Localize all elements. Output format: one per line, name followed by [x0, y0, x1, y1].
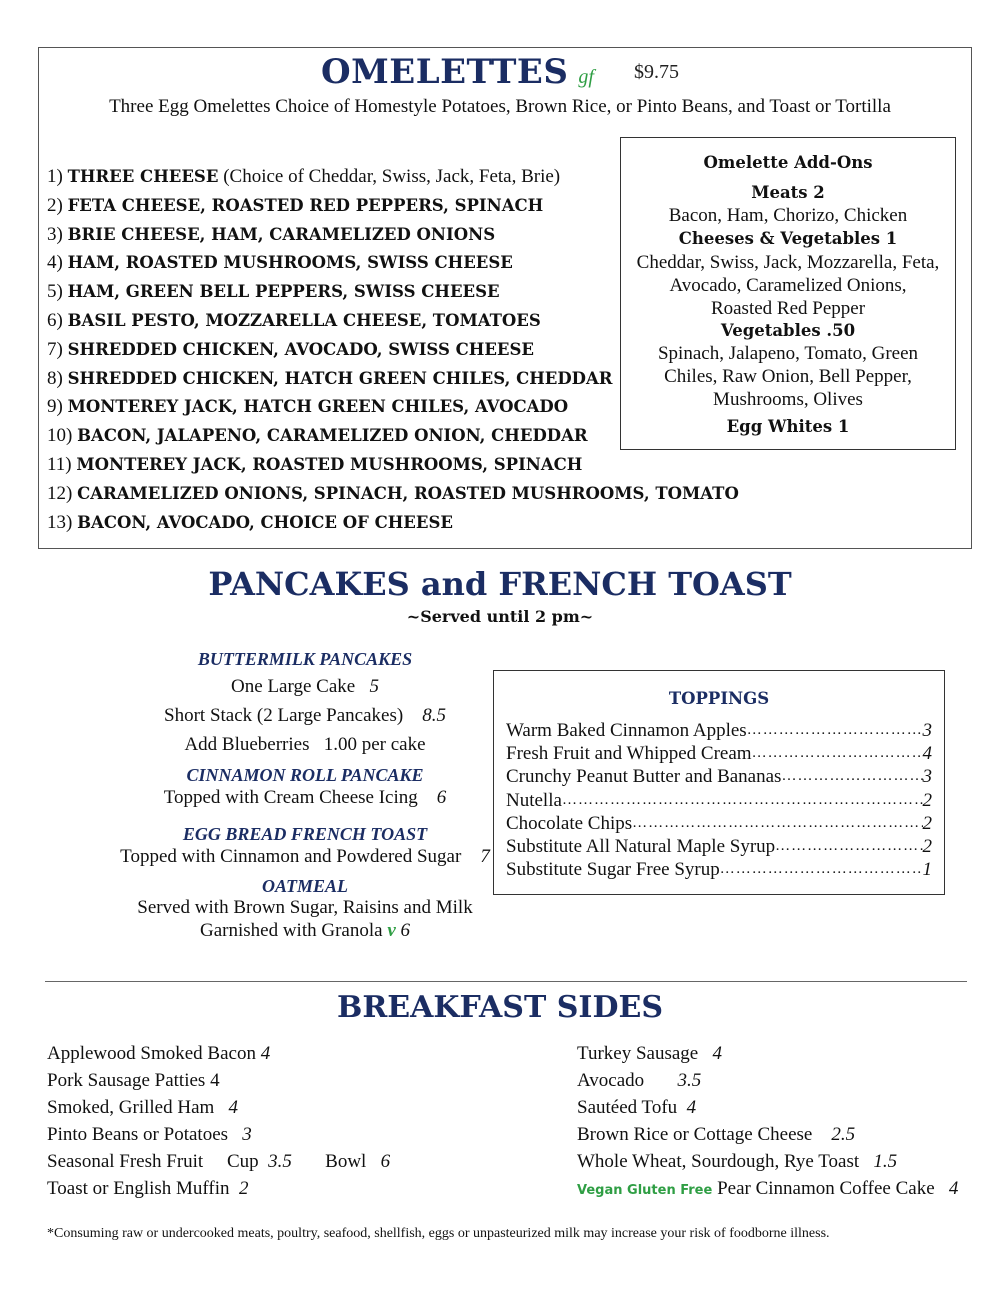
- add-blueberries: Add Blueberries 1.00 per cake: [184, 734, 426, 755]
- addons-veg-heading: Vegetables .50: [720, 321, 856, 340]
- sides-left-list: [47, 1040, 390, 1202]
- topping-item: Fresh Fruit and Whipped Cream …………………………………………………………………………………………………… 4: [506, 742, 932, 765]
- addons-egg-whites: Egg Whites 1: [726, 417, 850, 436]
- side-item: Avocado 3.5: [577, 1070, 702, 1091]
- cinnamon-roll-block: [40, 765, 570, 810]
- omelettes-title: OMELETTES: [321, 52, 569, 92]
- addons-meats-list: Bacon, Ham, Chorizo, Chicken: [668, 205, 908, 226]
- omelettes-subtitle: Three Egg Omelettes Choice of Homestyle Potatoes, Brown Rice, or Pinto Beans, and Toast or Tortilla: [109, 96, 891, 117]
- addons-veg-line: Chiles, Raw Onion, Bell Pepper,: [664, 366, 912, 387]
- omelette-item: 4) HAM, ROASTED MUSHROOMS, SWISS CHEESE: [47, 252, 513, 274]
- topping-item: Warm Baked Cinnamon Apples …………………………………………………………………………………………………… 3: [506, 719, 932, 742]
- cinnamon-desc: Topped with Cream Cheese Icing 6: [163, 787, 447, 808]
- side-item: Smoked, Grilled Ham 4: [47, 1097, 239, 1118]
- toppings-title: TOPPINGS: [668, 689, 770, 708]
- topping-item: Substitute All Natural Maple Syrup …………………………………………………………………………………………………… 2: [506, 835, 932, 858]
- buttermilk-heading: BUTTERMILK PANCAKES: [197, 649, 413, 669]
- vegan-gluten-free-tag: Vegan Gluten Free: [577, 1183, 713, 1198]
- omelette-item: 11) MONTEREY JACK, ROASTED MUSHROOMS, SPINACH: [47, 453, 583, 475]
- egg-bread-block: [40, 824, 570, 869]
- side-item: Applewood Smoked Bacon 4: [47, 1043, 271, 1064]
- oatmeal-block: [40, 876, 570, 942]
- addons-veg-line: Spinach, Jalapeno, Tomato, Green: [657, 343, 919, 364]
- side-item: Toast or English Muffin 2: [47, 1178, 249, 1199]
- sides-title: BREAKFAST SIDES: [336, 990, 663, 1025]
- short-stack: Short Stack (2 Large Pancakes) 8.5: [164, 705, 446, 726]
- omelette-item: 3) BRIE CHEESE, HAM, CARAMELIZED ONIONS: [47, 223, 496, 245]
- toppings-box: [493, 670, 945, 895]
- section-divider: [45, 981, 967, 982]
- addons-cheese-veg-line: Roasted Red Pepper: [710, 298, 866, 319]
- omelette-item: 7) SHREDDED CHICKEN, AVOCADO, SWISS CHEESE: [47, 338, 534, 360]
- omelette-item: 8) SHREDDED CHICKEN, HATCH GREEN CHILES, CHEDDAR: [47, 367, 613, 389]
- topping-item: Crunchy Peanut Butter and Bananas …………………………………………………………………………………………………… 3: [506, 765, 932, 788]
- side-item: Whole Wheat, Sourdough, Rye Toast 1.5: [577, 1151, 898, 1172]
- omelette-item: 13) BACON, AVOCADO, CHOICE OF CHEESE: [47, 511, 453, 533]
- gluten-free-mark: gf: [578, 66, 594, 88]
- cinnamon-heading: CINNAMON ROLL PANCAKE: [186, 765, 424, 785]
- topping-item: Substitute Sugar Free Syrup …………………………………………………………………………………………………… 1: [506, 858, 932, 881]
- omelette-item: 12) CARAMELIZED ONIONS, SPINACH, ROASTED MUSHROOMS, TOMATO: [47, 482, 739, 504]
- side-item: Seasonal Fresh Fruit Cup 3.5 Bowl 6: [47, 1151, 391, 1172]
- omelette-item: 10) BACON, JALAPENO, CARAMELIZED ONION, CHEDDAR: [47, 425, 588, 447]
- side-item: Pork Sausage Patties 4: [47, 1070, 220, 1091]
- side-item: Vegan Gluten Free Pear Cinnamon Coffee Cake 4: [577, 1178, 959, 1199]
- pancakes-subtitle: ~Served until 2 pm~: [406, 607, 594, 626]
- omelette-item: 1) THREE CHEESE (Choice of Cheddar, Swiss, Jack, Feta, Brie): [47, 166, 561, 187]
- side-item: Sautéed Tofu 4: [577, 1097, 697, 1118]
- side-item: Brown Rice or Cottage Cheese 2.5: [577, 1124, 856, 1145]
- buttermilk-block: [40, 648, 570, 757]
- topping-item: Nutella …………………………………………………………………………………………………… 2: [506, 789, 932, 812]
- sides-right-list: [577, 1040, 958, 1202]
- addons-title: Omelette Add-Ons: [703, 153, 873, 172]
- addons-cheese-veg-line: Cheddar, Swiss, Jack, Mozzarella, Feta,: [636, 252, 940, 273]
- toppings-list: [506, 719, 932, 881]
- oatmeal-line1: Served with Brown Sugar, Raisins and Milk: [137, 897, 473, 918]
- omelette-item: 5) HAM, GREEN BELL PEPPERS, SWISS CHEESE: [47, 281, 500, 303]
- side-item: Pinto Beans or Potatoes 3: [47, 1124, 252, 1145]
- omelettes-price: $9.75: [633, 61, 679, 83]
- addons-meats-heading: Meats 2: [751, 183, 825, 202]
- foodborne-disclaimer: *Consuming raw or undercooked meats, poultry, seafood, shellfish, eggs or unpasteurized milk may increase your risk of foodborne illness.: [47, 1226, 830, 1241]
- addons-veg-line: Mushrooms, Olives: [713, 389, 863, 410]
- omelette-item: 9) MONTEREY JACK, HATCH GREEN CHILES, AVOCADO: [47, 396, 569, 418]
- oatmeal-line2: Garnished with Granola v 6: [200, 920, 410, 941]
- addons-cheese-veg-heading: Cheeses & Vegetables 1: [678, 229, 898, 248]
- oatmeal-heading: OATMEAL: [261, 876, 349, 896]
- pancakes-title: PANCAKES and FRENCH TOAST: [208, 565, 792, 603]
- omelette-item: 2) FETA CHEESE, ROASTED RED PEPPERS, SPINACH: [47, 194, 544, 216]
- egg-bread-heading: EGG BREAD FRENCH TOAST: [182, 824, 428, 844]
- egg-bread-desc: Topped with Cinnamon and Powdered Sugar 7: [120, 846, 490, 867]
- one-large-cake: One Large Cake 5: [231, 676, 379, 697]
- omelettes-header: [0, 52, 1000, 92]
- side-item: Turkey Sausage 4: [577, 1043, 722, 1064]
- vegan-mark: v: [387, 920, 396, 941]
- omelette-addons-box: [620, 137, 956, 450]
- omelette-item: 6) BASIL PESTO, MOZZARELLA CHEESE, TOMATOES: [47, 309, 541, 331]
- addons-cheese-veg-line: Avocado, Caramelized Onions,: [669, 275, 907, 296]
- topping-item: Chocolate Chips …………………………………………………………………………………………………… 2: [506, 812, 932, 835]
